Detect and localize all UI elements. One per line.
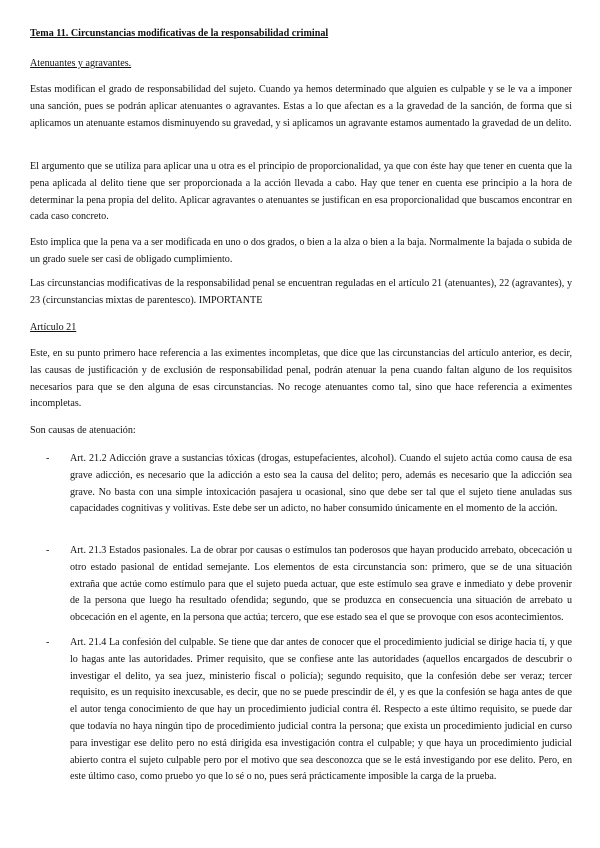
paragraph-6: Son causas de atenuación: xyxy=(30,425,136,436)
section-heading-atenuantes: Atenuantes y agravantes. xyxy=(30,58,132,69)
list-item: Art. 21.2 Adicción grave a sustancias tóxicas (drogas, estupefacientes, alcohol). Cuando el sujeto actúa como causa de esa grave adicción, es necesario que la adicción a esto sea la causa del delito; pero, además es necesario que la adicción sea grave. No basta con una simple intoxicación pasajera u ocasional, sino que debe ser tal que el sujeto tiene anuladas sus capacidades cognitivas y volitivas. Este debe ser un adicto, no haber consumido únicamente en el momento de la acción. xyxy=(70,453,572,515)
paragraph-5: Este, en su punto primero hace referencia a las eximentes incompletas, que dice que las circunstancias del artículo anterior, es decir, las causas de justificación y de exclusión de responsabilidad penal, podrán atenuar la pena cuando faltan alguno de los requisitos necesarios para que se den alguna de esas circunstancias. No recoge atenuantes como tal, sino que hace referencia a eximentes incompletas. xyxy=(30,348,572,410)
list-bullet: - xyxy=(46,453,50,464)
list-item: Art. 21.3 Estados pasionales. La de obrar por causas o estímulos tan poderosos que hayan producido arrebato, obcecación u otro estado pasional de entidad semejante. Los elementos de esta circunstancia son: primero, que se de una situación extraña que actúe como estímulo para que el sujeto pueda actuar, que este estímulo sea grave e inmediato y debe provenir de la persona que luego ha resultado ofendida; segundo, que se produzca en consecuencia una situación de arrebato u obcecación en el agente, en la persona que actúa; tercero, que ese estado sea el que se provoque con esos acontecimientos. xyxy=(70,545,572,624)
paragraph-1: Estas modifican el grado de responsabilidad del sujeto. Cuando ya hemos determinado que alguien es culpable y se le va a imponer una sanción, pues se podrán aplicar atenuantes o agravantes. Estas a lo que afectan es a la gravedad de la sanción, de forma que si aplicamos un atenuante estamos disminuyendo su gravedad, y si aplicamos un agravante estamos aumentado la gravedad de un delito. xyxy=(30,84,572,129)
paragraph-4: Las circunstancias modificativas de la responsabilidad penal se encuentran reguladas en el artículo 21 (atenuantes), 22 (agravantes), y 23 (circunstancias mixtas de parentesco). IMPORTANTE xyxy=(30,278,572,306)
paragraph-3: Esto implica que la pena va a ser modificada en uno o dos grados, o bien a la alza o bien a la baja. Normalmente la bajada o subida de un grado suele ser casi de obligado cumplimiento. xyxy=(30,237,572,265)
list-bullet: - xyxy=(46,637,50,648)
section-heading-articulo-21: Artículo 21 xyxy=(30,322,77,333)
document-title: Tema 11. Circunstancias modificativas de la responsabilidad criminal xyxy=(30,28,329,39)
list-bullet: - xyxy=(46,545,50,556)
list-item: Art. 21.4 La confesión del culpable. Se tiene que dar antes de conocer que el procedimiento judicial se dirige hacia tí, y que lo hagas ante las autoridades. Primer requisito, que se confiese ante las autoridades (aquellos encargados de descubrir o investigar el delito, ya sea juez, ministerio fiscal o policía); segundo requisito, que la confesión debe ser veraz; tercer requisito, es un requisito inexcusable, es decir, que no se puede prescindir de él, y es que la confesión se haga antes de que el autor tenga conocimiento de que hay un procedimiento judicial contra él. Respecto a este último requisito, se puede dar que todavía no haya ningún tipo de procedimiento judicial contra la persona; que exista un procedimiento judicial en curso para investigar ese delito pero no está dirigida esa investigación contra el culpable; y que haya un procedimiento judicial abierto contra el sujeto culpable pero por el motivo que sea desconozca que se le está investigando por ese delito. Pero, en este último caso, como pruebo yo que lo sé o no, pues será prácticamente imposible la carga de la prueba. xyxy=(70,637,572,783)
paragraph-2: El argumento que se utiliza para aplicar una u otra es el principio de proporcionalidad, ya que con éste hay que tener en cuenta que la pena aplicada al delito tiene que ser proporcionada a la acción llevada a cabo. Hay que tener en cuenta ese principio a la hora de determinar la pena propia del delito. Aplicar agravantes o atenuantes se justifican en esa proporcionalidad que buscamos encontrar en cada caso concreto. xyxy=(30,161,572,223)
